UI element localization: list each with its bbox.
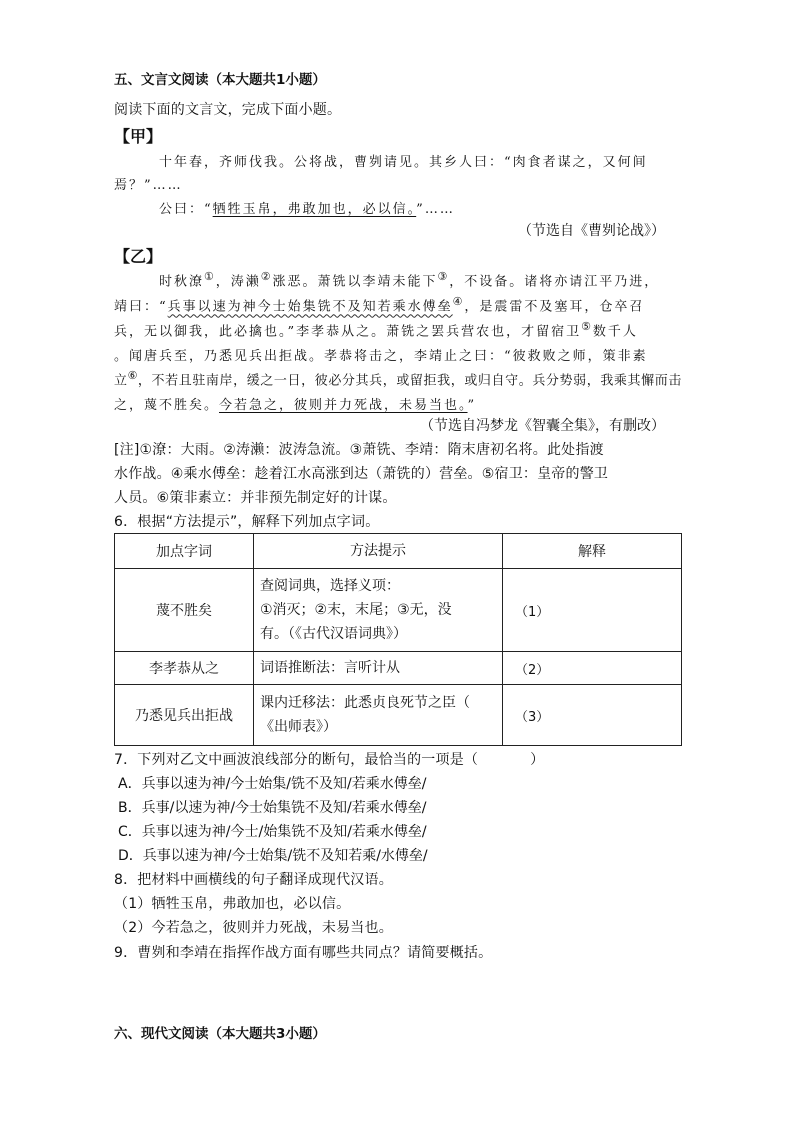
footnote-marker: ① (204, 270, 216, 283)
passage-a-line: 焉？”…… (114, 178, 183, 193)
passage-a-line: 公曰：“牺牲玉帛，弗敢加也，必以信。”…… (159, 202, 455, 217)
question-7-stem: 7．下列对乙文中画波浪线部分的断句，最恰当的一项是（ ） (114, 752, 545, 768)
table-cell-hint: 查阅词典，选择义项： ①消灭；②末，末尾；③无，没 有。（《古代汉语词典》） (254, 569, 503, 652)
section-5-title: 五、文言文阅读（本大题共1小题） (114, 72, 326, 88)
option-d[interactable]: D．兵事以速为神/今士始集/铣不及知若乘/水傅垒/ (118, 848, 428, 864)
table-header: 方法提示 (254, 534, 503, 569)
notes-line: 水作战。④乘水傅垒：趁着江水高涨到达（萧铣的）营垒。⑤宿卫：皇帝的警卫 (114, 466, 609, 482)
question-6-stem: 6．根据“方法提示”，解释下列加点字词。 (114, 514, 380, 530)
option-c[interactable]: C．兵事以速为神/今士/始集铣不及知/若乘水傅垒/ (118, 824, 427, 840)
table-cell-hint: 词语推断法：言听计从 (254, 652, 503, 685)
passage-b-line: 靖曰：“兵事以速为神今士始集铣不及知若乘水傅垒④，是震雷不及塞耳，仓卒召 (114, 295, 645, 315)
table-header: 解释 (503, 534, 682, 569)
table-row (115, 652, 682, 685)
question-8-stem: 8．把材料中画横线的句子翻译成现代汉语。 (114, 872, 393, 888)
question-9-stem: 9．曹刿和李靖在指挥作战方面有哪些共同点？请简要概括。 (114, 945, 493, 961)
passage-b-line: 之，蔑不胜矣。今若急之，彼则并力死战，未易当也。” (114, 398, 477, 413)
table-header-row (115, 534, 682, 569)
wavy-underlined-sentence: 兵事以速为神今士始集铣不及知若乘水傅垒 (167, 299, 453, 315)
answer-blank-1[interactable]: （1） (503, 569, 682, 652)
passage-a-source: （节选自《曹刿论战》） (518, 223, 665, 239)
underlined-sentence-2: 今若急之，彼则并力死战，未易当也。 (219, 398, 468, 413)
question-6-table (114, 533, 682, 746)
answer-blank-3[interactable]: （3） (503, 685, 682, 746)
answer-blank-2[interactable]: （2） (503, 652, 682, 685)
passage-a-label: 【甲】 (114, 127, 163, 146)
passage-b-label: 【乙】 (114, 247, 163, 266)
footnote-marker: ⑤ (581, 320, 593, 333)
table-header: 加点字词 (115, 534, 254, 569)
notes-line: 人员。⑥策非素立：并非预先制定好的计谋。 (114, 490, 397, 506)
question-8-item: （2）今若急之，彼则并力死战，未易当也。 (114, 920, 393, 936)
passage-a-line: 十年春，齐师伐我。公将战，曹刿请见。其乡人曰：“肉食者谋之，又何间 (159, 155, 648, 170)
footnote-marker: ② (260, 270, 273, 283)
table-row (115, 569, 682, 652)
option-a[interactable]: A．兵事以速为神/今士始集/铣不及知/若乘水傅垒/ (118, 776, 427, 792)
notes-line: [注]①潦：大雨。②涛濑：波涛急流。③萧铣、李靖：隋末唐初名将。此处指渡 (114, 442, 604, 458)
footnote-marker: ⑥ (127, 369, 138, 382)
table-cell-word: 李孝恭从之 (115, 652, 254, 685)
passage-b-source: （节选自冯梦龙《智囊全集》，有删改） (420, 418, 665, 434)
passage-b-line: 兵，无以御我，此必擒也。”李孝恭从之。萧铣之罢兵营农也，才留宿卫⑤数千人 (114, 320, 638, 340)
table-cell-word: 蔑不胜矣 (115, 569, 254, 652)
option-b[interactable]: B．兵事/以速为神/今士始集铣不及知/若乘水傅垒/ (118, 800, 427, 816)
footnote-marker: ③ (437, 270, 450, 283)
table-row (115, 685, 682, 746)
underlined-sentence-1: 牺牲玉帛，弗敢加也，必以信。 (212, 202, 417, 217)
table-cell-hint: 课内迁移法：此悉贞良死节之臣（ 《出师表》） (254, 685, 503, 746)
section-6-title: 六、现代文阅读（本大题共3小题） (114, 1026, 326, 1042)
footnote-marker: ④ (452, 295, 465, 308)
section-5-instruction: 阅读下面的文言文，完成下面小题。 (114, 102, 342, 118)
passage-b-line: 。闻唐兵至，乃悉见兵出拒战。孝恭将击之，李靖止之曰：“彼救败之师，策非素 (114, 349, 648, 364)
passage-b-line: 立⑥，不若且驻南岸，缓之一日，彼必分其兵，或留拒我，或归自守。兵分势弱，我乘其懈而击 (114, 369, 682, 389)
question-8-item: （1）牺牲玉帛，弗敢加也，必以信。 (114, 896, 351, 912)
passage-b-line: 时秋潦①，涛濑②涨恶。萧铣以李靖未能下③，不设备。诸将亦请江平乃进， (159, 270, 660, 290)
table-cell-word: 乃悉见兵出拒战 (115, 685, 254, 746)
